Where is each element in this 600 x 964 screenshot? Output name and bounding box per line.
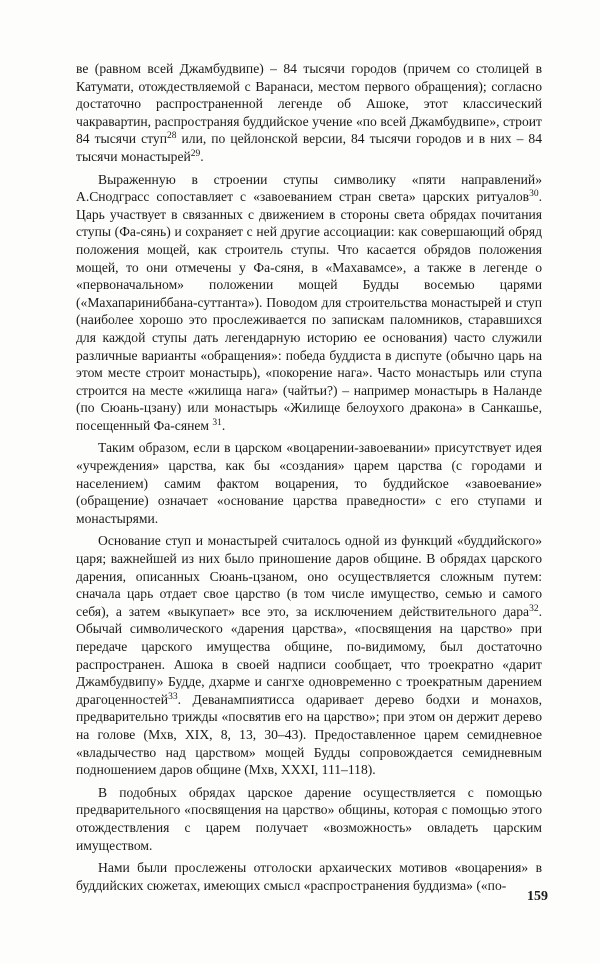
footnote-ref-33: 33	[168, 691, 178, 702]
paragraph-2: Выраженную в строении ступы символику «пяти направлений» А.Снодграсс сопоставляет с «завоеванием стран света» царских ритуалов$^{30}$. Царь участвует в связанных с движением в стороны света обрядах почитания ступы (Фа-сянь) и сохраняет с ней другие ассоциации: как совершающий обряд положения мощей, как строитель ступы. Что касается обрядов положения мощей, то они отмечены у Фа-сяня, в «Махавамсе», а также в легенде о «первоначальном» положении мощей Будды восемью царями («Махапариниббана-суттанта»). Поводом для строительства монастырей и ступ (наиболее хорошо это прослеживается по запискам паломников, старавшихся для каждой ступы дать легендарную историю ее основания) часто служили различные варианты «обращения»: победа буддиста в диспуте (обычно царь на этом месте строит монастырь), «покорение нага». Часто монастырь или ступа строится на месте «жилища нага» (чайтьи?) – например монастырь в Наланде (по Сюань-цзану) или монастырь «Жилище белоухого дракона» в Санкашье, посещенный Фа-сянем $^{31}$.	[76, 171, 542, 433]
paragraph-6: Нами были прослежены отголоски архаических мотивов «воцарения» в буддийских сюжетах, имеющих смысл «распространения буддизма» («по-	[76, 860, 542, 893]
footnote-ref-30: 30	[529, 189, 539, 200]
paragraph-1: ве (равном всей Джамбудвипе) – 84 тысячи городов (причем со столицей в Катумати, отождествляемой с Варанаси, местом первого обращения); согласно достаточно распространенной легенде об Ашоке, этот классический чакравартин, распространяя буддийское учение «по всей Джамбудвипе», строит 84 тысячи ступ$^{28}$ или, по цейлонской версии, 84 тысячи городов и в них – 84 тысячи монастырей$^{29}$.	[76, 61, 543, 164]
footnote-ref-31: 31	[212, 417, 222, 428]
page-number: 159	[527, 889, 548, 904]
paragraph-3: Таким образом, если в царском «воцарении-завоевании» присутствует идея «учреждения» царства, как бы «создания» царем царства (с городами и населением) самим фактом воцарения, то буддийское «завоевание» (обращение) означает «основание царства праведности» с его ступами и монастырями.	[76, 440, 542, 526]
footnote-ref-32: 32	[529, 603, 539, 614]
paragraph-5: В подобных обрядах царское дарение осуществляется с помощью предварительного «посвящения на царство» общины, которая с помощью этого отождествления с царем получает «возможность» овладеть царским имуществом.	[76, 784, 542, 853]
page-body-text	[76, 60, 542, 894]
footnote-ref-28: 28	[166, 131, 177, 142]
paragraph-4: Основание ступ и монастырей считалось одной из функций «буддийского» царя; важнейшей из них было приношение даров общине. В обрядах царского дарения, описанных Сюань-цзаном, оно осуществляется сложным путем: сначала царь отдает свое царство (в том числе имущество, семью и самого себя), а затем «выкупает» все это, за исключением действительного дара$^{32}$. Обычай символического «дарения царства», «посвящения на царство» при передаче царского имущества общине, по-видимому, был достаточно распространен. Ашока в своей надписи сообщает, что троекратно «дарит Джамбудвипу» Будде, дхарме и сангхе одновременно с троекратным дарением драгоценностей$^{33}$. Деванампиятисса одаривает дерево бодхи и монахов, предварительно трижды «посвятив его на царство»; при этом он держит дерево на голове (Мхв, XIX, 8, 13, 30–43). Предоставленное царем семидневное «владычество над царством» мощей Будды сопровождается семидневным подношением даров общине (Мхв, XXXI, 111–118).	[76, 533, 542, 778]
footnote-ref-29: 29	[190, 148, 201, 159]
